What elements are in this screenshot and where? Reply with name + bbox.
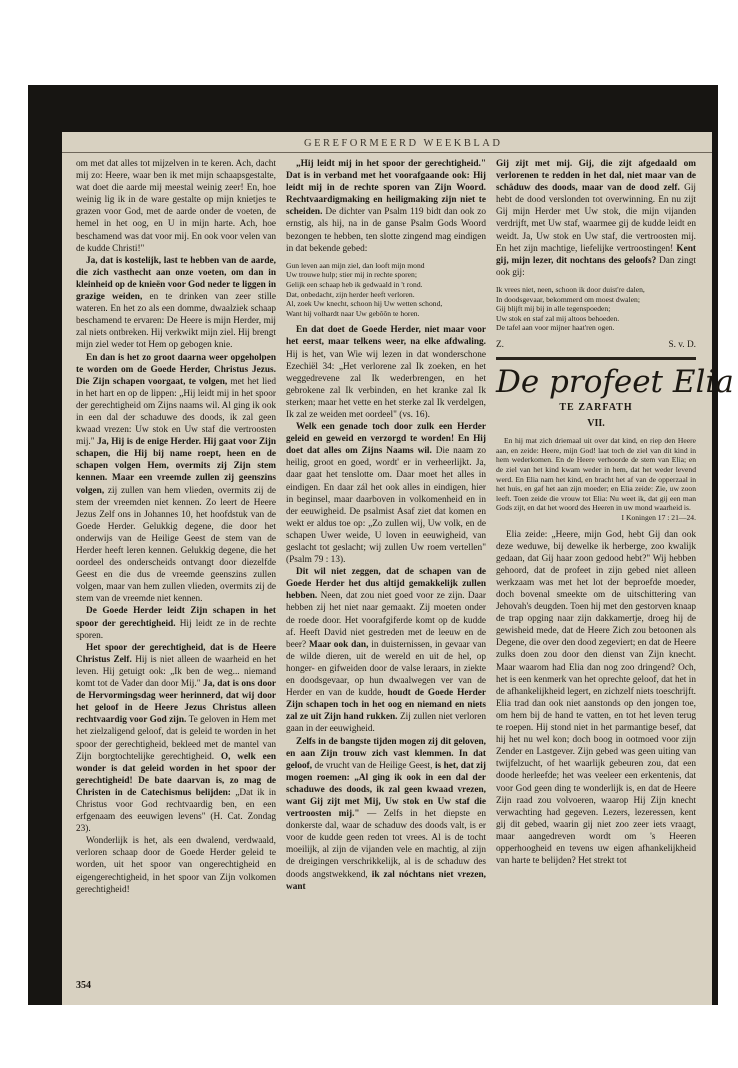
verse-line: Gun leven aan mijn ziel, dan looft mijn mond xyxy=(286,260,425,270)
paragraph: Wonderlijk is het, als een dwalend, verdwaald, verloren schaap door de Goede Herder geleid te worden, uit het spoor van ongerechtigheid en eigengerechtigheid, in het spoor van Zijn volkomen gerechtigheid! xyxy=(76,836,276,895)
paragraph: En dat doet de Goede Herder, niet maar voor het eerst, maar telkens weer, na elke afdwaling. Hij is het, van Wie wij lezen in dat wonderschone Ezechiël 34: „Het verlorene zal Ik zoeken, en het weggedrevene zal Ik wederbrengen, en het gebrokene zal Ik verbinden, en het kranke zal Ik sterken; maar het vette en het sterke zal Ik verdelgen, Ik zal ze weiden met oordeel" (vs. 16). xyxy=(286,325,486,420)
paragraph: „Hij leidt mij in het spoor der gerechtigheid." Dat is in verband met het voorafgaande ook: Hij leidt mij in de rechte sporen van Zijn Woord. Rechtvaardigmaking en heiligmaking zijn niet te scheiden. De dichter van Psalm 119 bidt dan ook zo ernstig, als hij, na in de ganse Psalm Gods Woord bezongen te hebben, ten slotte zingend mag eindigen in dat bekende gebed: xyxy=(286,159,486,254)
article-divider xyxy=(496,357,696,360)
masthead: GEREFORMEERD WEEKBLAD xyxy=(304,138,503,149)
paragraph: Zelfs in de bangste tijden mogen zij dit geloven, en aan Zijn trouw zich vast klemmen. In dat geloof, de vrucht van de Heilige Geest, is het, dat zij mogen roemen: „Al ging ik ook in een dal der schaduwe des doods, ik zal geen kwaad vrezen, want Gij zijt met Mij, Uw stok en Uw staf die vertroosten mij." — Zelfs in het diepste en donkerste dal, waar de schaduw des doods valt, is er voor de kudde geen reden tot vrees. Al is de tocht moeilijk, al zijn de vijanden vele en machtig, al zijn de dreigingen verschrikkelijk, al is de schaduw des doods angstwekkend, ik zal nóchtans niet vrezen, want xyxy=(286,736,487,892)
header-rule xyxy=(62,152,712,153)
scripture-quote xyxy=(496,436,696,522)
verse-line: Gij blijft mij bij in alle tegenspoeden; xyxy=(496,304,611,314)
verse-line: Want hij volhardt naar Uw gebôôn te horen. xyxy=(286,308,420,318)
paragraph: Ja, dat is kostelijk, last te hebben van de aarde, die zich vasthecht aan onze voeten, om dan in kleinheid op de knieën voor God neder te liggen in grazige weiden, en te drinken van zeer stille wateren. En het zo als een domme, dwaalziek schaap beschamend te ervaren: De Heere is mijn Herder, mij zal niets ontbreken. Hij verkwikt mijn ziel. Hij brengt mijn ziel weder tot Hem op gebogen knie. xyxy=(76,255,277,351)
article-section-number: VII. xyxy=(587,418,605,430)
verse-line: In doodsgevaar, bekommerd om moest dwalen; xyxy=(496,294,640,304)
signature-row xyxy=(496,339,696,351)
page-number: 354 xyxy=(76,980,91,991)
column-middle xyxy=(286,158,486,988)
paragraph: om met dat alles tot mijzelven in te keren. Ach, dacht mij zo: Heere, waar ben ik met mijn schaapsgestalte, wat doet die aarde mij meestal weinig zeer! En, hoe weinig lig ik in de ware gestalte op mijn knietjes te grazen voor God, met de aarde onder de voeten, de hemel in het oog, en U in mijn harte. Ach, hoe beschamend was dat voor mij. En ook voor velen van de kudde Christi!" xyxy=(76,159,276,254)
paragraph: Elia zeide: „Heere, mijn God, hebt Gij dan ook deze weduwe, bij dewelke ik herberge, zoo kwalijk gedaan, dat Gij haar zoon gedood hebt?" Wij hebben gehoord, dat de profeet in zijn gebed niet alleen werkzaam was met het lot der beproefde moeder, doch bovenal smeekte om de uitschittering van Jehovah's deugden. Toen hij met den gestorven knaap de trap opging naar zijn dakkamertje, droeg hij de gewisheid mede, dat de Heere Zich zou betoonen als Degene, die over den dood zegeviert; en dat de Heere zulks doen zou door den dienst van Zijn knecht. Maar waarom had Elia dan nog zoo dringend? Och, het is een kenmerk van het oprechte geloof, dat het in de afhankelijkheid legert, en zichzelf niets toeschrijft. Elia trad dan ook niet aanstonds op den jongen toe, om hem bij de hand te vatten, en tot het leven terug te roepen. Hij stond niet in het parmantige besef, dat hij het nu wel kon; doch boog in ootmoed voor zijn Zender en Lastgever. Zijn gebed was geen uiting van twijfelzucht, of het waarlijk gebeuren zou, dat een doode herleefde; het was veeleer een erkentenis, dat voor God geen ding te wonderlijk is, en dat de Heere Zijn raad zou volvoeren, waarop Hij Zijn knecht verwachting had gegeven. Lezers, lezeressen, kent gij dit gebed, waarin gij niet zoo zeer iets vraagt, maar aangedreven wordt om 's Heeren opperhoogheid en tevens uw eigen afhankelijkheid van harte te belijden? Het strekt tot xyxy=(496,529,696,867)
paragraph: Het spoor der gerechtigheid, dat is de Heere Christus Zelf. Hij is niet alleen de waarheid en het leven. Hij getuigt ook: „Ik ben de weg... niemand komt tot de Vader dan door Mij." Ja, dat is ons door de Hervormingsdag weer herinnerd, dat wij door het geloof in de Heere Jezus Christus alleen rechtvaardig voor God zijn. Te geloven in Hem met het zielzaligend geloof, dat is geleid te worden in het spoor der gerechtigheid, bekleed met de mantel van Zijn borgtochtelijke gerechtigheid. O, welk een wonder is dat geleid worden in het spoor der gerechtigheid! De bate daarvan is, zo mag de Christen in de Catechismus belijden: „Dat ik in Christus voor God rechtvaardig ben, en een erfgenaam des eeuwigen levens" (H. Cat. Zondag 23). xyxy=(76,642,276,835)
column-left xyxy=(76,158,276,968)
verse-line: De tafel aan voor mijner haat'ren ogen. xyxy=(496,323,615,333)
signature-left: Z. xyxy=(496,339,505,350)
column-right xyxy=(496,158,734,988)
verse-line: Al, zoek Uw knecht, schoon hij Uw wetten schond, xyxy=(286,299,443,309)
verse-line: Gelijk een schaap heb ik gedwaald in 't rond. xyxy=(286,279,423,289)
paragraph: Gij zijt met mij. Gij, die zijt afgedaald om verlorenen te redden in het dal, niet maar van de schâduw des doods, maar van de dood zelf. Gij hebt de dood verslonden tot overwinning. En nu zijt Gij mijn Herder met Uw stok, die mijn vijanden verdrijft, met Uw staf, waarmee gij de kudde leidt en weidt. Ja, Uw stok en Uw staf, die vertroosten mij. En het zijn machtige, liefelijke vertroostingen! Kent gij, mijn lezer, dit nochtans des geloofs? Dan zingt ook gij: xyxy=(496,159,697,278)
paragraph: De Goede Herder leidt Zijn schapen in het spoor der gerechtigheid. Hij leidt ze in de rechte sporen. xyxy=(76,606,276,641)
quote-text: En hij mat zich driemaal uit over dat kind, en riep den Heere aan, en zeide: Heere, mijn God! laat toch de ziel van dit kind in hem wederkomen. En de Heere verhoorde de stem van Elia; en de ziel van het kind kwam weder in hem, dat het weder levend werd. En Elia nam het kind, en bracht het af van de opperzaal in het huis, en gaf het aan zijn moeder; en Elia zeide: Zie, uw zoon leeft. Toen zeide die vrouw tot Elia: Nu weet ik, dat gij een man Gods zijt, en dat het woord des Heeren in uw mond waarheid is. xyxy=(496,436,696,513)
verse-line: Dat, onbedacht, zijn herder heeft verloren. xyxy=(286,289,415,299)
author-initials: S. v. D. xyxy=(668,339,696,350)
psalm-verse xyxy=(496,285,696,333)
newspaper-page xyxy=(62,132,734,1005)
verse-line: Ik vrees niet, neen, schoon ik door duist're dalen, xyxy=(496,284,645,294)
paragraph: En dan is het zo groot daarna weer opgeholpen te worden om de Goede Herder, Christus Jezus. Die Zijn schapen voorgaat, te volgen, met het lied in het hart en op de lippen: „Hij leidt mij in het spoor der gerechtigheid om Zijns naams wil. Al ging ik ook in een dal der schaduwe des doods, ik zal geen kwaad vrezen: Uw stok en Uw staf die vertroosten mij." Ja, Hij is de enige Herder. Hij gaat voor Zijn schapen, die Hij bij name roept, heen en de schapen volgen Hem, overmits zij Zijn stem kennen. Maar een vreemde zullen zij geenszins volgen, zij zullen van hem vlieden, overmits zij de stem der vreemden niet kennen. Zo leert de Heere Jezus Zelf ons in Johannes 10, het hoofdstuk van de Goede Herder. Gelukkig degene, die door het onderwijs van de Heilige Geest de stem van de Herder heeft leren kennen. Gelukkig degene, die het oordeel des onderscheids ontvangt door diezelfde Geest en die dus de vreemde geenszins zullen volgen, maar van hem zullen vlieden, overmits zij de stem van de vreemde niet kennen. xyxy=(76,352,277,605)
paragraph: Dit wil niet zeggen, dat de schapen van de Goede Herder het dus altijd gemakkelijk zullen hebben. Neen, dat zou niet goed voor ze zijn. Daar hebben zij het niet naar gemaakt. Zij moeten onder de roede door. Het voorafgiferde komt op de kudde af. Heeft David niet gestreden met de leeuw en de beer? Maar ook dan, in duisternissen, in gevaar van de wilde dieren, uit de wereld en uit de hel, op honger- en gifweiden door de valse leraars, in ziekte en doodsgevaar, op hun dwaalwegen ver van de Herder en van de kudde, houdt de Goede Herder Zijn schapen toch in het oog en niemand en niets zal ze uit Zijn hand rukken. Zij zullen niet verloren gaan in der eeuwigheid. xyxy=(286,567,487,735)
article-title: De profeet Elia xyxy=(496,364,734,400)
quote-reference: I Koningen 17 : 21—24. xyxy=(621,512,696,522)
verse-line: Uw trouwe hulp; stier mij in rechte sporen; xyxy=(286,270,417,280)
paragraph: Welk een genade toch door zulk een Herder geleid en geweid en verzorgd te worden! En Hij doet dat alles om Zijns Naams wil. Die naam zo heilig, groot en goed, wordt' er in verheerlijkt. Ja, daar gaat het tenslotte om. Daar moet het alles in eindigen. En daar zál het ook alles in eindigen, hier in beginsel, maar daarboven in volkomenheid en in der eeuwigheid. De psalmist Asaf ziet dat komen en wekt er aldus toe op: „Zo zullen wij, Uw volk, en de schapen Uwer weide, U loven in eeuwigheid, van geslacht tot geslacht; wij zullen Uw roem vertellen" (Psalm 79 : 13). xyxy=(286,422,487,566)
psalm-verse xyxy=(286,261,486,319)
verse-line: Uw stok en staf zal mij altoos behoeden. xyxy=(496,313,620,323)
article-subtitle: TE ZARFATH xyxy=(559,402,633,413)
